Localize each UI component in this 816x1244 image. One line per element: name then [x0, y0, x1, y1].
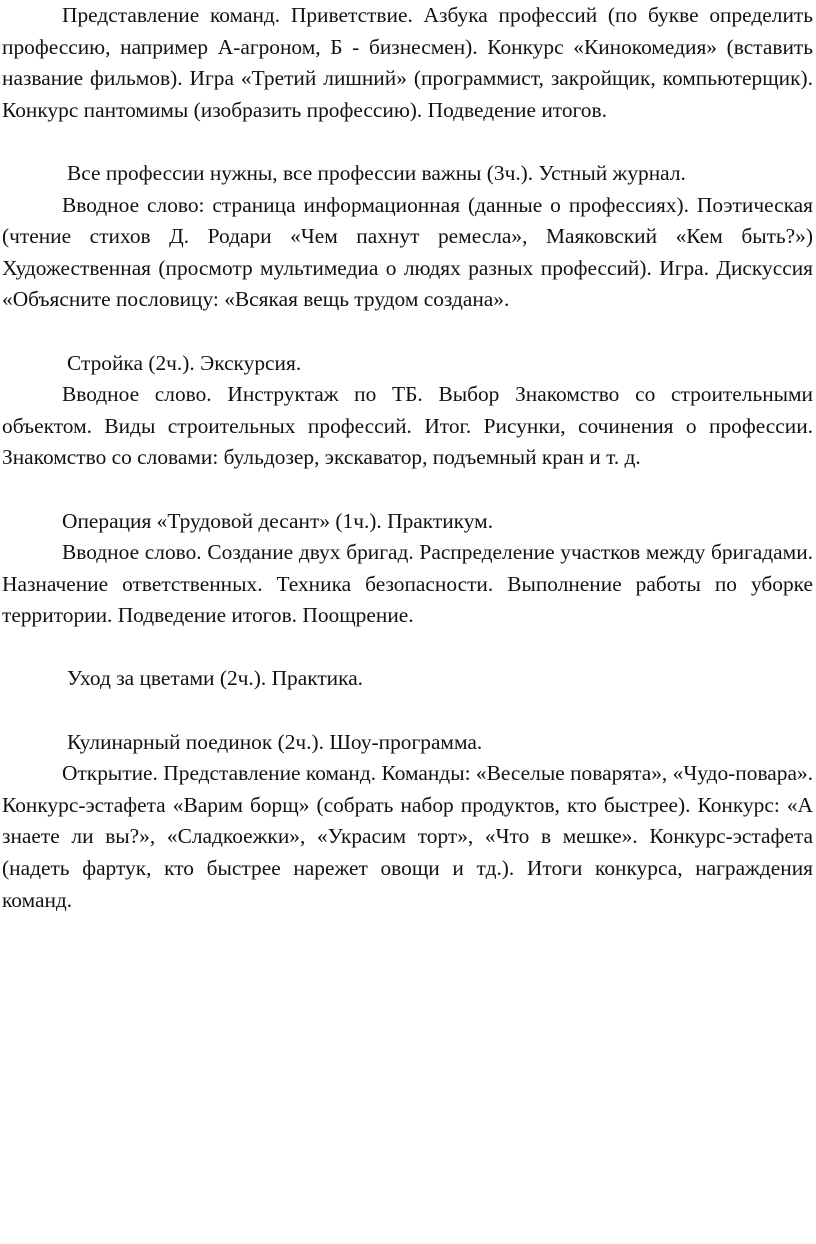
spacer	[2, 632, 813, 664]
spacer	[2, 474, 813, 506]
section-heading-construction: Стройка (2ч.). Экскурсия.	[67, 350, 302, 375]
section-heading-culinary-duel: Кулинарный поединок (2ч.). Шоу-программа.	[67, 729, 483, 754]
paragraph-show-program: Открытие. Представление команд. Команды: «Веселые поварята», «Чудо-повара». Конкурс-эстафета «Варим борщ» (собрать набор продуктов, кто быстрее). Конкурс: «А знаете ли вы?», «Сладкоежки», «Украсим торт», «Что в мешке». Конкурс-эстафета (надеть фартук, кто быстрее нарежет овощи и тд.). Итоги конкурса, награждения команд.	[2, 761, 813, 912]
spacer	[2, 126, 813, 158]
spacer	[2, 316, 813, 348]
section-heading-flower-care: Уход за цветами (2ч.). Практика.	[67, 666, 364, 691]
paragraph-practicum: Вводное слово. Создание двух бригад. Распределение участков между бригадами. Назначение ответственных. Техника безопасности. Выполнение работы по уборке территории. Подведение итогов. Поощрение.	[2, 540, 813, 628]
spacer	[2, 695, 813, 727]
paragraph-excursion: Вводное слово. Инструктаж по ТБ. Выбор Знакомство со строительными объектом. Виды строительных профессий. Итог. Рисунки, сочинения о профессии. Знакомство со словами: бульдозер, экскаватор, подъемный кран и т. д.	[2, 382, 813, 470]
section-heading-all-professions: Все профессии нужны, все профессии важны (3ч.). Устный журнал.	[67, 160, 686, 185]
paragraph-teams-intro: Представление команд. Приветствие. Азбука профессий (по букве определить профессию, например А-агроном, Б - бизнесмен). Конкурс «Кинокомедия» (вставить название фильмов). Игра «Третий лишний» (программист, закройщик, компьютерщик). Конкурс пантомимы (изобразить профессию). Подведение итогов.	[2, 3, 813, 122]
section-heading-labor-landing: Операция «Трудовой десант» (1ч.). Практикум.	[62, 508, 494, 533]
paragraph-oral-journal: Вводное слово: страница информационная (данные о профессиях). Поэтическая (чтение стихов Д. Родари «Чем пахнут ремесла», Маяковский «Кем быть?») Художественная (просмотр мультимедиа о людях разных профессий). Игра. Дискуссия «Объясните пословицу: «Всякая вещь трудом создана».	[2, 192, 813, 312]
